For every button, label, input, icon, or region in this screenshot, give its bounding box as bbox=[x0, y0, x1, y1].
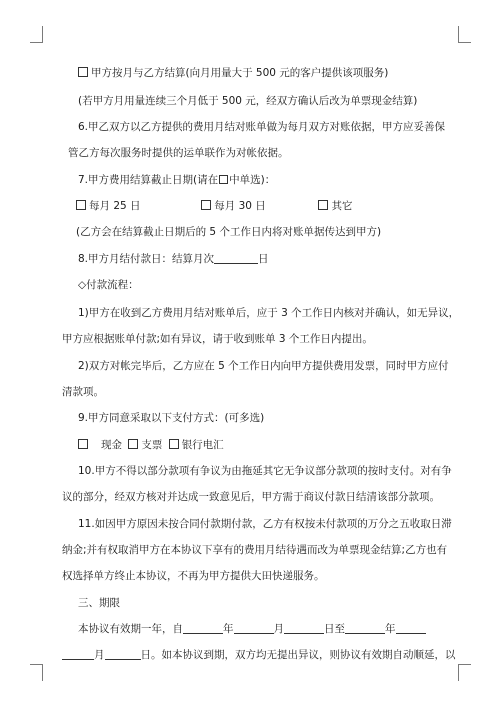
text: 日。如本协议到期，双方均无提出异议，则协议有效期自动顺延，以 bbox=[140, 649, 456, 661]
payment-check-label: 支票 bbox=[141, 439, 163, 451]
end-day-blank[interactable] bbox=[105, 648, 141, 660]
clause-8 bbox=[78, 252, 269, 267]
clause-11-line3: 权选择单方终止本协议，不再为甲方提供大田快递服务。 bbox=[62, 570, 325, 582]
process-2-line1: 2)双方对帐完毕后，乙方应在 5 个工作日内向甲方提供费用发票，同时甲方应付 bbox=[78, 360, 449, 372]
clause-7 bbox=[78, 173, 275, 188]
end-month-blank[interactable] bbox=[62, 648, 94, 660]
clause-6-line2: 管乙方每次服务时提供的运单联作为对帐依据。 bbox=[68, 147, 289, 159]
text: 年 bbox=[385, 623, 396, 635]
start-year-blank[interactable] bbox=[183, 622, 223, 634]
option-25th-label: 每月 25 日 bbox=[89, 200, 141, 212]
text: 日 bbox=[258, 253, 269, 265]
payment-day-blank[interactable] bbox=[214, 252, 258, 264]
line-monthly-settlement bbox=[78, 66, 388, 81]
payment-wire-label: 银行电汇 bbox=[181, 439, 224, 451]
section-term-heading: 三、期限 bbox=[78, 597, 120, 609]
checkbox-icon[interactable] bbox=[78, 67, 88, 77]
text: 中单选)： bbox=[229, 174, 276, 186]
end-year-blank[interactable] bbox=[345, 622, 385, 634]
checkbox-wire[interactable] bbox=[169, 439, 179, 449]
process-1-line2: 甲方应根据账单付款;如有异议，请于收到账单 3 个工作日内提出。 bbox=[62, 333, 373, 345]
payment-methods bbox=[78, 438, 224, 453]
text: 月 bbox=[273, 623, 284, 635]
line-note-statement: (乙方会在结算截止日期后的 5 个工作日内将对账单据传达到甲方) bbox=[76, 226, 382, 238]
start-day-blank[interactable] bbox=[284, 622, 324, 634]
checkbox-check[interactable] bbox=[128, 439, 138, 449]
checkbox-25th[interactable] bbox=[76, 200, 86, 210]
option-30th-label: 每月 30 日 bbox=[214, 200, 266, 212]
clause-10-line2: 议的部分，经双方核对并达成一致意见后，甲方需于商议付款日结清该部分款项。 bbox=[62, 491, 440, 503]
clause-11-line2: 纳金;并有权取消甲方在本协议下享有的费用月结待遇而改为单票现金结算;乙方也有 bbox=[62, 544, 448, 556]
checkbox-other[interactable] bbox=[318, 200, 328, 210]
clause-10-line1: 10.甲方不得以部分款项有争议为由拖延其它无争议部分款项的按时支付。对有争 bbox=[78, 465, 452, 477]
text: 甲方按月与乙方结算(向月用量大于 500 元的客户提供该项服务) bbox=[91, 67, 389, 79]
text: 7.甲方费用结算截止日期(请在 bbox=[78, 174, 219, 186]
clause-9: 9.甲方同意采取以下支付方式：(可多选) bbox=[78, 412, 265, 424]
option-other-label: 其它 bbox=[331, 200, 353, 212]
clause-6-line1: 6.甲乙双方以乙方提供的费用月结对账单做为每月双方对账依据，甲方应妥善保 bbox=[78, 121, 446, 133]
line-note-low-volume: (若甲方月用量连续三个月低于 500 元，经双方确认后改为单票现金结算) bbox=[78, 95, 418, 107]
crop-mark-bottom-right bbox=[458, 664, 471, 681]
text: 8.甲方月结付款日：结算月次 bbox=[78, 253, 215, 265]
start-month-blank[interactable] bbox=[234, 622, 274, 634]
text: 年 bbox=[223, 623, 234, 635]
crop-mark-bottom-left bbox=[30, 664, 43, 681]
end-month-blank-start[interactable] bbox=[396, 622, 426, 634]
checkbox-cash[interactable] bbox=[78, 439, 88, 449]
process-2-line2: 清款项。 bbox=[62, 386, 104, 398]
term-line2 bbox=[62, 648, 456, 663]
clause-11-line1: 11.如因甲方原因未按合同付款期付款，乙方有权按未付款项的万分之五收取日滞 bbox=[78, 518, 452, 530]
checkbox-icon bbox=[219, 175, 228, 184]
crop-mark-top-left bbox=[30, 26, 43, 43]
process-1-line1: 1)甲方在收到乙方费用月结对账单后，应于 3 个工作日内核对并确认，如无异议， bbox=[78, 307, 460, 319]
text: 月 bbox=[94, 649, 105, 661]
cutoff-options bbox=[76, 199, 352, 214]
checkbox-30th[interactable] bbox=[201, 200, 211, 210]
crop-mark-top-right bbox=[458, 26, 471, 43]
term-line1 bbox=[78, 622, 426, 637]
payment-process-heading: ◇付款流程： bbox=[78, 279, 139, 291]
text: 本协议有效期一年，自 bbox=[78, 623, 183, 635]
text: 日至 bbox=[324, 623, 345, 635]
payment-cash-label: 现金 bbox=[101, 439, 122, 451]
